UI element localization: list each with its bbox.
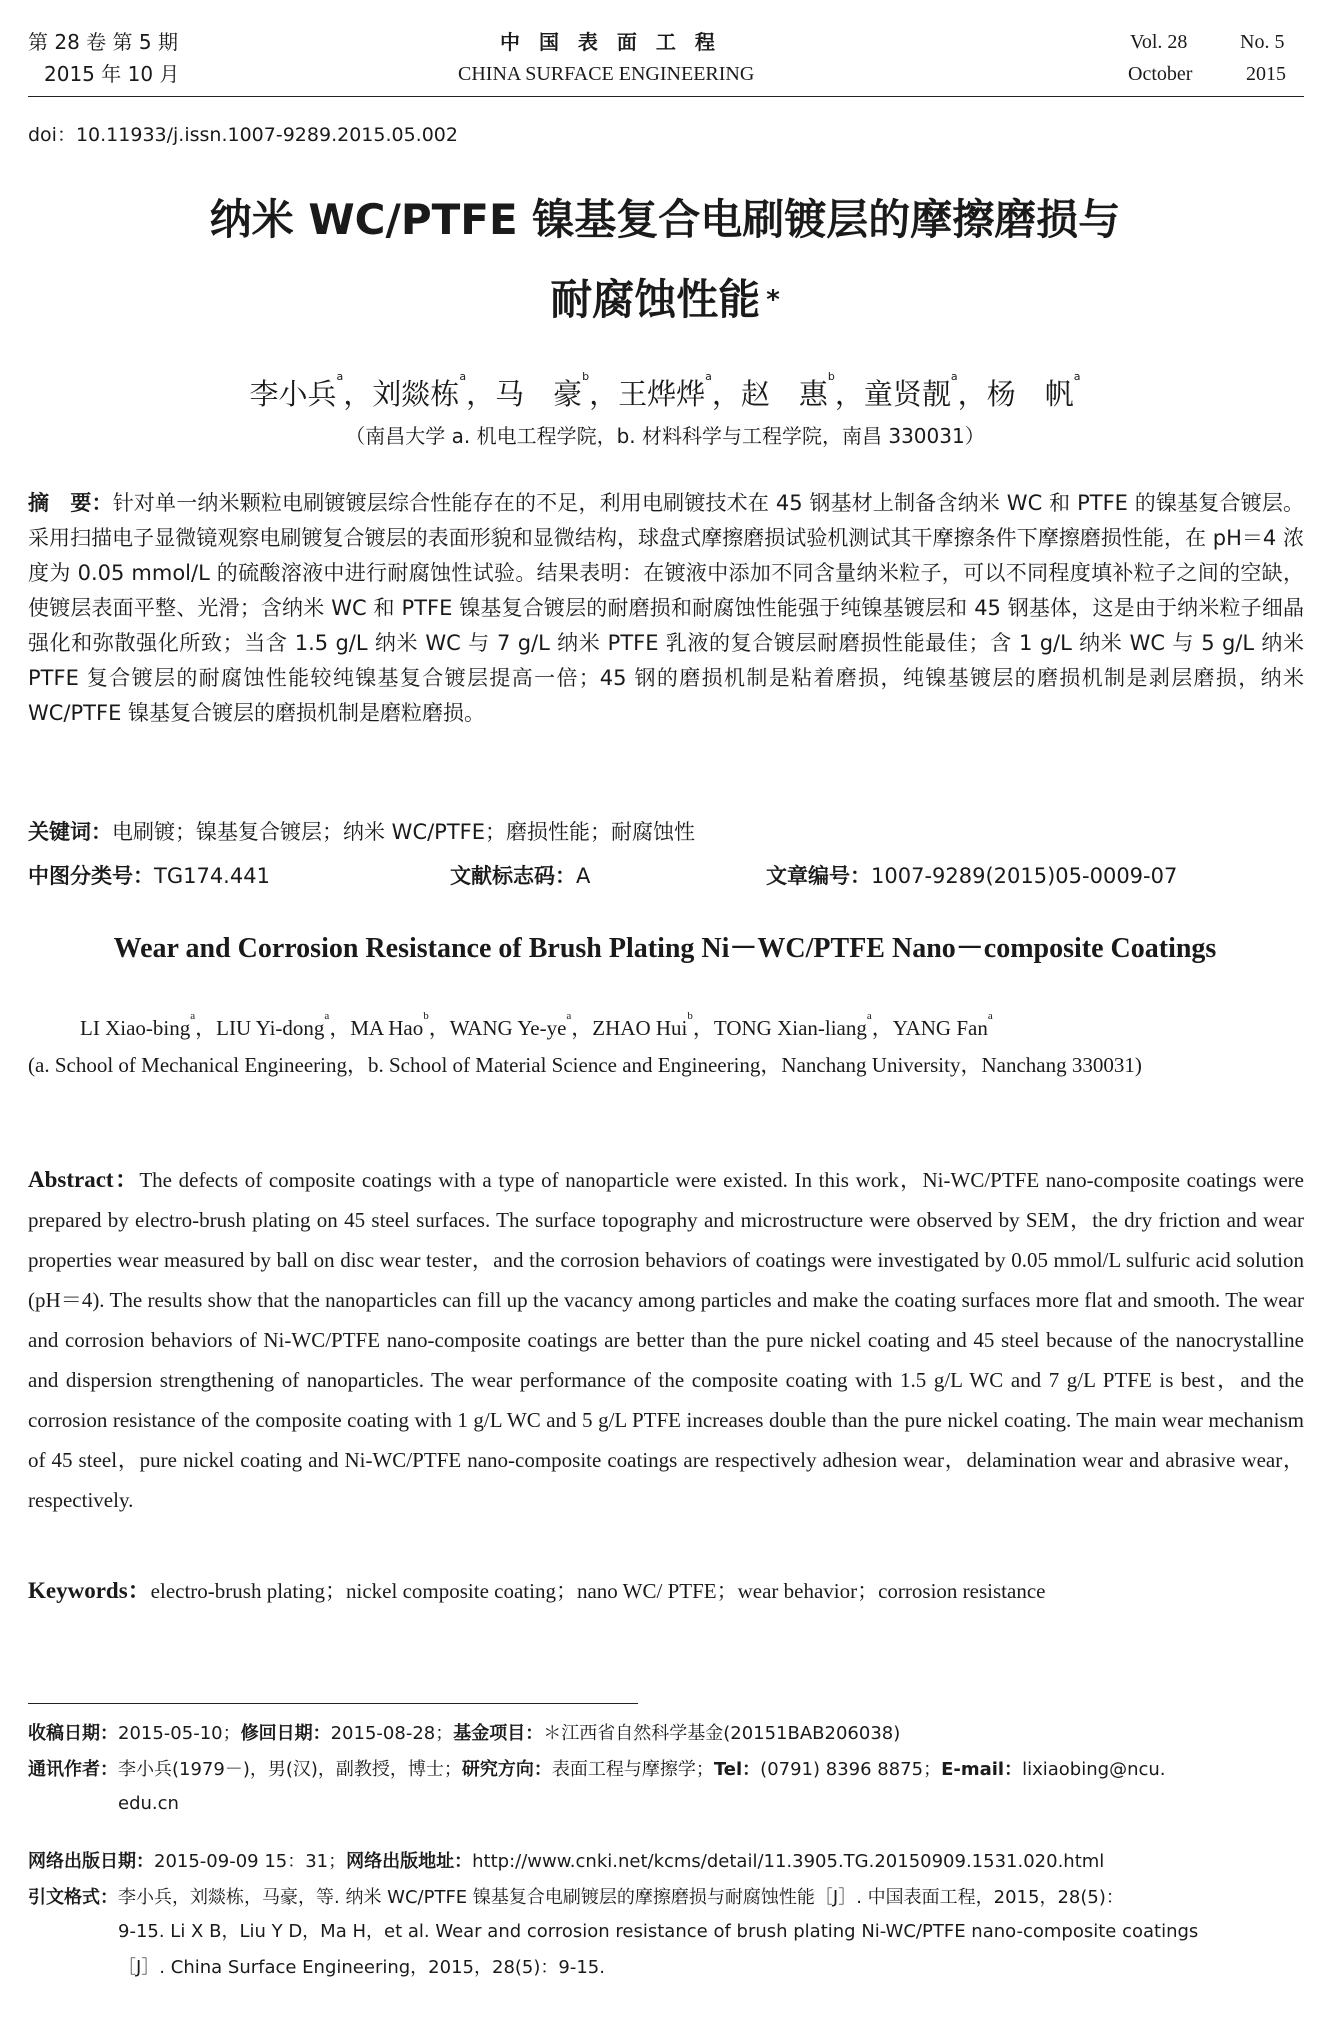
- title-cn-line2: 耐腐蚀性能: [550, 275, 761, 324]
- author-cn-name: 童贤靓: [863, 377, 951, 411]
- research-label: 研究方向：: [461, 1759, 552, 1780]
- author-en-name: LIU Yi-dong: [216, 1016, 325, 1040]
- doc-code-value: A: [576, 864, 591, 888]
- clc-label: 中图分类号：: [28, 864, 154, 888]
- corr-label: 通讯作者：: [28, 1759, 118, 1780]
- email-text: lixiaobing@ncu.: [1022, 1759, 1166, 1780]
- abstract-en-label: Abstract：: [28, 1167, 140, 1192]
- author-en-name: TONG Xian-liang: [713, 1016, 867, 1040]
- author-en-name: MA Hao: [350, 1016, 424, 1040]
- author-cn-name: 马 豪: [495, 377, 583, 411]
- title-footnote-star: *: [766, 285, 780, 315]
- footnote-online: [28, 1844, 1104, 1879]
- fund-text: ＊江西省自然科学基金(20151BAB206038): [543, 1723, 901, 1744]
- keywords-cn-text: 电刷镀；镍基复合镀层；纳米 WC/PTFE；磨损性能；耐腐蚀性: [112, 820, 696, 844]
- email-label: E-mail：: [941, 1759, 1023, 1780]
- author-en-affiliation-mark: a: [324, 1010, 330, 1022]
- affiliation-cn: （南昌大学 a. 机电工程学院，b. 材料科学与工程学院，南昌 330031）: [345, 424, 985, 448]
- author-cn-affiliation-mark: a: [705, 370, 712, 383]
- email-continued: edu.cn: [118, 1793, 179, 1814]
- clc-value: TG174.441: [154, 864, 270, 888]
- author-cn-affiliation-mark: b: [582, 370, 590, 383]
- header-volume-en: Vol. 28: [1130, 31, 1188, 53]
- author-cn-affiliation-mark: b: [827, 370, 835, 383]
- keywords-en-label: Keywords：: [28, 1578, 151, 1603]
- author-cn-name: 杨 帆: [986, 377, 1074, 411]
- article-number-value: 1007-9289(2015)05-0009-07: [871, 864, 1178, 888]
- doc-code-label: 文献标志码：: [450, 864, 576, 888]
- author-en-separator: ，: [571, 1016, 593, 1040]
- footnote-corresponding: [28, 1752, 1166, 1787]
- header-year-en: 2015: [1246, 63, 1286, 85]
- fund-label: 基金项目：: [453, 1723, 544, 1744]
- title-cn-line2-wrap: [0, 272, 1330, 328]
- authors-cn: [0, 372, 1330, 413]
- online-url[interactable]: http://www.cnki.net/kcms/detail/11.3905.TG.20150909.1531.020.html: [472, 1851, 1105, 1872]
- author-cn-name: 李小兵: [249, 377, 337, 411]
- author-en-affiliation-mark: a: [987, 1010, 993, 1022]
- author-cn-affiliation-mark: a: [336, 370, 344, 383]
- tel-label: Tel：: [713, 1759, 761, 1780]
- author-en-name: WANG Ye-ye: [449, 1016, 567, 1040]
- article-number-label: 文章编号：: [766, 864, 871, 888]
- author-cn-separator: ，: [957, 377, 987, 411]
- abstract-cn-label: 摘 要：: [28, 491, 113, 515]
- author-en-name: ZHAO Hui: [592, 1016, 688, 1040]
- received-label: 收稿日期：: [28, 1723, 118, 1744]
- online-date-label: 网络出版日期：: [28, 1851, 154, 1872]
- online-date: 2015-09-09 15：31；: [154, 1851, 347, 1872]
- affiliation-en: (a. School of Mechanical Engineering，b. School of Material Science and Engineering，Nanchang University，Nanchang 330031): [28, 1053, 1142, 1077]
- author-cn-separator: ，: [711, 377, 741, 411]
- footnote-dates: [28, 1716, 900, 1751]
- author-cn-separator: ，: [343, 377, 373, 411]
- author-en-separator: ，: [692, 1016, 714, 1040]
- author-cn-separator: ，: [589, 377, 619, 411]
- author-cn-name: 刘燚栋: [372, 377, 460, 411]
- revised-label: 修回日期：: [240, 1723, 331, 1744]
- corr-text: 李小兵(1979－)，男(汉)，副教授，博士；: [118, 1759, 462, 1780]
- author-en-separator: ，: [195, 1016, 217, 1040]
- author-en-affiliation-mark: a: [190, 1010, 196, 1022]
- author-en-affiliation-mark: a: [566, 1010, 572, 1022]
- header-date-cn: 2015 年 10 月: [44, 62, 180, 86]
- author-en-affiliation-mark: b: [687, 1010, 693, 1022]
- footnote-rule: [28, 1703, 638, 1704]
- article-number: [766, 860, 1177, 890]
- header-month-en: October: [1128, 63, 1193, 85]
- citation-line3: ［J］. China Surface Engineering，2015，28(5)：9-15.: [118, 1957, 605, 1978]
- keywords-en: [28, 1572, 1045, 1605]
- author-cn-affiliation-mark: a: [1073, 370, 1081, 383]
- author-cn-affiliation-mark: a: [459, 370, 467, 383]
- clc: [28, 860, 270, 890]
- research-text: 表面工程与摩擦学；: [551, 1759, 714, 1780]
- keywords-cn: [28, 816, 695, 846]
- title-cn-line1: 纳米 WC/PTFE 镍基复合电刷镀层的摩擦磨损与: [209, 195, 1121, 244]
- authors-en: [80, 1012, 993, 1042]
- header-number-en: No. 5: [1240, 31, 1285, 53]
- journal-name-cn: 中 国 表 面 工 程: [500, 30, 721, 54]
- citation-line1: [28, 1880, 1124, 1915]
- author-cn-name: 王烨烨: [618, 377, 706, 411]
- author-cn-affiliation-mark: a: [950, 370, 958, 383]
- author-cn-separator: ，: [466, 377, 496, 411]
- abstract-en-text: The defects of composite coatings with a type of nanoparticle were existed. In this work，Ni-WC/PTFE nano-composite coatings were prepared by electro-brush plating on 45 steel surfaces. The surface topography and microstructure were observed by SEM，the dry friction and wear properties wear measured by ball on disc wear tester，and the corrosion behaviors of coatings were investigated by 0.05 mmol/L sulfuric acid solution (pH＝4). The results show that the nanoparticles can fill up the vacancy among particles and make the coating surfaces more flat and smooth. The wear and corrosion behaviors of Ni-WC/PTFE nano-composite coatings are better than the pure nickel coating and 45 steel because of the nanocrystalline and dispersion strengthening of nanoparticles. The wear performance of the composite coating with 1.5 g/L WC and 7 g/L PTFE is best，and the corrosion resistance of the composite coating with 1 g/L WC and 5 g/L PTFE increases double than the pure nickel coating. The main wear mechanism of 45 steel，pure nickel coating and Ni-WC/PTFE nano-composite coatings are respectively adhesion wear，delamination wear and abrasive wear，respectively.: [28, 1168, 1304, 1512]
- cite-label: 引文格式：: [28, 1887, 118, 1908]
- keywords-cn-label: 关键词：: [28, 820, 112, 844]
- author-en-name: YANG Fan: [892, 1016, 988, 1040]
- header-volume-cn: 第 28 卷 第 5 期: [28, 30, 178, 54]
- abstract-cn-text: 针对单一纳米颗粒电刷镀镀层综合性能存在的不足，利用电刷镀技术在 45 钢基材上制备含纳米 WC 和 PTFE 的镍基复合镀层。采用扫描电子显微镜观察电刷镀复合镀层的表面形貌和显微结构，球盘式摩擦磨损试验机测试其干摩擦条件下摩擦磨损性能，在 pH＝4 浓度为 0.05 mmol/L 的硫酸溶液中进行耐腐蚀性试验。结果表明：在镀液中添加不同含量纳米粒子，可以不同程度填补粒子之间的空缺，使镀层表面平整、光滑；含纳米 WC 和 PTFE 镍基复合镀层的耐磨损和耐腐蚀性能强于纯镍基镀层和 45 钢基体，这是由于纳米粒子细晶强化和弥散强化所致；当含 1.5 g/L 纳米 WC 与 7 g/L 纳米 PTFE 乳液的复合镀层耐磨损性能最佳；含 1 g/L 纳米 WC 与 5 g/L 纳米 PTFE 复合镀层的耐腐蚀性能较纯镍基复合镀层提高一倍；45 钢的磨损机制是粘着磨损，纯镍基镀层的磨损机制是剥层磨损，纳米 WC/PTFE 镍基复合镀层的磨损机制是磨粒磨损。: [28, 491, 1304, 725]
- tel-text: (0791) 8396 8875；: [760, 1759, 942, 1780]
- author-cn-name: 赵 惠: [740, 377, 828, 411]
- revised-date: 2015-08-28；: [330, 1723, 454, 1744]
- header-rule: [28, 96, 1304, 97]
- cite-text-1: 李小兵，刘燚栋，马豪，等. 纳米 WC/PTFE 镍基复合电刷镀层的摩擦磨损与耐腐蚀性能［J］. 中国表面工程，2015，28(5)：: [118, 1887, 1124, 1908]
- online-url-label: 网络出版地址：: [346, 1851, 473, 1872]
- author-en-separator: ，: [871, 1016, 893, 1040]
- title-en: Wear and Corrosion Resistance of Brush Plating Ni－WC/PTFE Nano－composite Coatings: [113, 933, 1217, 964]
- author-cn-separator: ，: [834, 377, 864, 411]
- author-en-affiliation-mark: a: [866, 1010, 872, 1022]
- author-en-affiliation-mark: b: [423, 1010, 429, 1022]
- abstract-cn: [28, 486, 1304, 731]
- doi: doi：10.11933/j.issn.1007-9289.2015.05.002: [28, 124, 458, 146]
- doc-code: [450, 860, 590, 890]
- abstract-en: [28, 1160, 1304, 1520]
- journal-name-en: CHINA SURFACE ENGINEERING: [458, 63, 755, 85]
- author-en-name: LI Xiao-bing: [80, 1016, 191, 1040]
- citation-line2: 9-15. Li X B，Liu Y D，Ma H，et al. Wear and corrosion resistance of brush plating Ni-WC/PTFE nano-composite coatings: [118, 1921, 1199, 1942]
- author-en-separator: ，: [428, 1016, 450, 1040]
- received-date: 2015-05-10；: [118, 1723, 241, 1744]
- author-en-separator: ，: [329, 1016, 351, 1040]
- keywords-en-text: electro-brush plating；nickel composite coating；nano WC/ PTFE；wear behavior；corrosion resistance: [150, 1579, 1046, 1603]
